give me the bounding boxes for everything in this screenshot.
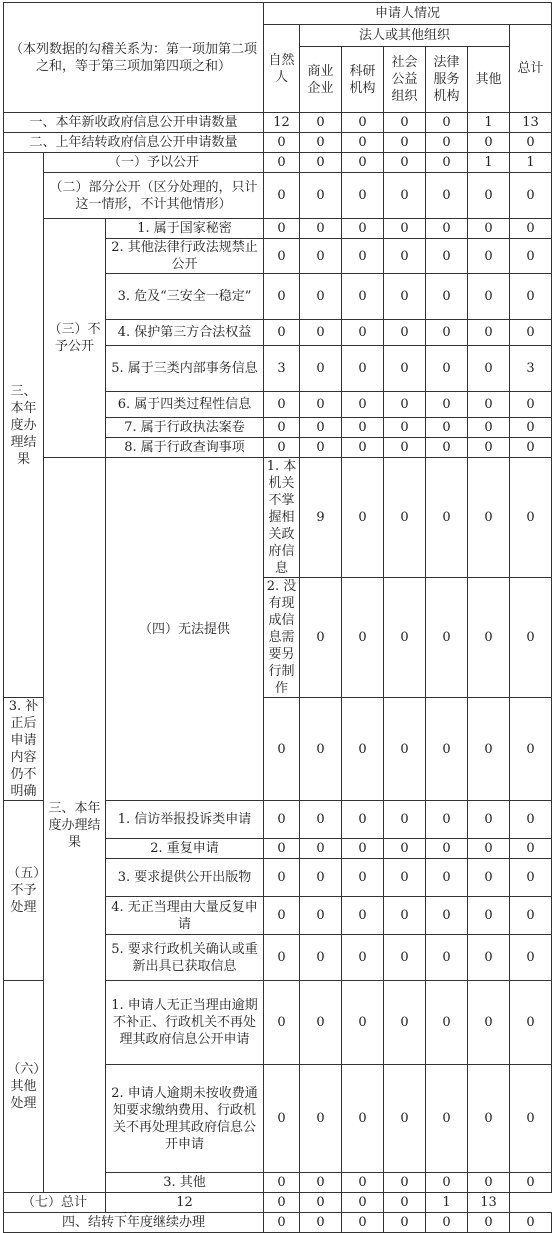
row-value-cell: 0 <box>426 133 468 153</box>
row-value-cell: 0 <box>264 418 300 438</box>
table-row <box>4 113 552 133</box>
table-row <box>4 458 552 578</box>
row-value-cell: 0 <box>384 458 426 578</box>
section-3-label-top: 三、本年度办理结果 <box>4 153 44 698</box>
row-label: 5. 要求行政机关确认或重新出具已获取信息 <box>106 935 264 981</box>
row-value-cell: 0 <box>300 239 342 274</box>
row-value-cell: 0 <box>468 1213 510 1233</box>
row-value-cell: 3 <box>264 346 300 392</box>
row-value-cell: 0 <box>264 859 300 897</box>
row-total-cell: 0 <box>510 173 552 219</box>
row-value-cell: 0 <box>426 173 468 219</box>
row-value-cell: 0 <box>342 801 384 839</box>
row-value-cell: 0 <box>426 458 468 578</box>
row-value-cell: 0 <box>342 1213 384 1233</box>
row-value-cell: 0 <box>342 219 384 239</box>
row-value-cell: 0 <box>384 133 426 153</box>
row-value-cell: 0 <box>426 392 468 418</box>
row-value-cell: 0 <box>468 173 510 219</box>
row-value-cell: 0 <box>342 698 384 801</box>
row-label: 2. 其他法律行政法规禁止公开 <box>106 239 264 274</box>
row-value-cell: 0 <box>264 320 300 346</box>
row-value-cell: 0 <box>384 578 426 698</box>
header-legal-group: 法人或其他组织 <box>300 25 510 47</box>
row-value-cell: 0 <box>264 1213 300 1233</box>
row-value-cell: 0 <box>342 839 384 859</box>
row-value-cell: 9 <box>300 458 342 578</box>
header-note: （本列数据的勾稽关系为：第一项加第二项之和，等于第三项加第四项之和） <box>4 3 264 113</box>
row-value-cell: 0 <box>342 346 384 392</box>
row-value-cell: 0 <box>300 346 342 392</box>
row-value-cell: 0 <box>384 113 426 133</box>
row-total-cell: 13 <box>468 1193 510 1213</box>
row-value-cell: 0 <box>342 239 384 274</box>
row-value-cell: 0 <box>300 392 342 418</box>
row-label: 3. 补正后申请内容仍不明确 <box>4 698 44 801</box>
row-label: （二）部分公开（区分处理的，只计这一情形，不计其他情形） <box>44 173 264 219</box>
row-value-cell: 0 <box>300 113 342 133</box>
row-value-cell: 0 <box>384 935 426 981</box>
row-value-cell: 0 <box>384 1173 426 1193</box>
row-value-cell: 0 <box>264 1173 300 1193</box>
row-value-cell: 0 <box>342 133 384 153</box>
row-total-cell: 0 <box>510 392 552 418</box>
row-value-cell: 0 <box>300 173 342 219</box>
row-value-cell: 0 <box>300 1193 342 1213</box>
row-value-cell: 0 <box>468 897 510 935</box>
row-value-cell: 0 <box>468 1173 510 1193</box>
row-value-cell: 0 <box>300 578 342 698</box>
row-value-cell: 0 <box>300 274 342 320</box>
row-value-cell: 0 <box>342 153 384 173</box>
header-other: 其他 <box>468 47 510 113</box>
row-value-cell: 0 <box>264 392 300 418</box>
row-value-cell: 0 <box>468 839 510 859</box>
header-commercial: 商业企业 <box>300 47 342 113</box>
header-applicant: 申请人情况 <box>264 3 552 25</box>
row-value-cell: 0 <box>426 438 468 458</box>
row-value-cell: 0 <box>264 1193 300 1213</box>
row-value-cell: 0 <box>426 1213 468 1233</box>
row-value-cell: 0 <box>264 239 300 274</box>
row-value-cell: 0 <box>300 698 342 801</box>
row-value-cell: 0 <box>264 935 300 981</box>
row-value-cell: 0 <box>264 438 300 458</box>
row-value-cell: 0 <box>426 698 468 801</box>
row-value-cell: 0 <box>426 897 468 935</box>
row-label: 4. 保护第三方合法权益 <box>106 320 264 346</box>
row-label: 二、上年结转政府信息公开申请数量 <box>4 133 264 153</box>
row-value-cell: 0 <box>426 801 468 839</box>
table-row <box>4 133 552 153</box>
row-value-cell: 0 <box>300 1065 342 1173</box>
row-label: 7. 属于行政执法案卷 <box>106 418 264 438</box>
row-value-cell: 0 <box>300 981 342 1065</box>
row-value-cell: 0 <box>342 392 384 418</box>
row-value-cell: 0 <box>384 153 426 173</box>
row-value-cell: 0 <box>384 801 426 839</box>
row-value-cell: 0 <box>300 418 342 438</box>
row-label: 1. 信访举报投诉类申请 <box>106 801 264 839</box>
row-value-cell: 0 <box>264 1065 300 1173</box>
row-value-cell: 0 <box>384 418 426 438</box>
row-value-cell: 0 <box>264 801 300 839</box>
row-value-cell: 0 <box>384 219 426 239</box>
row-value-cell: 0 <box>384 981 426 1065</box>
row-value-cell: 0 <box>426 153 468 173</box>
row-label: 1. 属于国家秘密 <box>106 219 264 239</box>
row-value-cell: 0 <box>264 219 300 239</box>
row-label: （七）总计 <box>4 1193 106 1213</box>
row-value-cell: 0 <box>468 320 510 346</box>
row-value-cell: 0 <box>264 133 300 153</box>
row-value-cell: 0 <box>264 839 300 859</box>
row-value-cell: 0 <box>384 1065 426 1173</box>
row-value-cell: 0 <box>342 1193 384 1213</box>
row-value-cell: 0 <box>468 698 510 801</box>
row-value-cell: 0 <box>342 578 384 698</box>
header-social: 社会公益组织 <box>384 47 426 113</box>
group-6-label: （六）其他处理 <box>4 981 44 1193</box>
row-total-cell: 0 <box>510 133 552 153</box>
header-total: 总计 <box>510 25 552 113</box>
row-value-cell: 0 <box>342 897 384 935</box>
row-total-cell: 0 <box>510 438 552 458</box>
row-total-cell: 1 <box>510 153 552 173</box>
row-total-cell: 0 <box>510 698 552 801</box>
row-value-cell: 0 <box>384 173 426 219</box>
row-label: 6. 属于四类过程性信息 <box>106 392 264 418</box>
row-label: 1. 申请人无正当理由逾期不补正、行政机关不再处理其政府信息公开申请 <box>106 981 264 1065</box>
row-value-cell: 0 <box>426 1173 468 1193</box>
row-label: 四、结转下年度继续办理 <box>4 1213 264 1233</box>
row-value-cell: 0 <box>264 153 300 173</box>
row-value-cell: 0 <box>300 839 342 859</box>
row-label: 8. 属于行政查询事项 <box>106 438 264 458</box>
row-value-cell: 0 <box>468 801 510 839</box>
row-value-cell: 1 <box>468 113 510 133</box>
row-value-cell: 0 <box>510 578 552 698</box>
row-value-cell: 0 <box>300 801 342 839</box>
row-value-cell: 0 <box>426 981 468 1065</box>
row-value-cell: 0 <box>300 1213 342 1233</box>
group-3-label: （三）不予公开 <box>44 219 106 458</box>
row-value-cell: 0 <box>384 320 426 346</box>
row-value-cell: 0 <box>426 839 468 859</box>
row-value-cell: 0 <box>264 698 300 801</box>
row-value-cell: 0 <box>342 1065 384 1173</box>
row-value-cell: 0 <box>468 239 510 274</box>
group-4-label: （四）无法提供 <box>106 458 264 801</box>
row-value-cell: 0 <box>468 935 510 981</box>
row-value-cell: 0 <box>264 897 300 935</box>
row-value-cell: 0 <box>384 698 426 801</box>
row-total-cell: 0 <box>510 1213 552 1233</box>
row-value-cell: 0 <box>468 346 510 392</box>
row-total-cell: 3 <box>510 346 552 392</box>
row-value-cell: 1 <box>426 1193 468 1213</box>
row-value-cell: 0 <box>468 392 510 418</box>
row-label: 2. 没有现成信息需要另行制作 <box>264 578 300 698</box>
row-value-cell: 1 <box>468 153 510 173</box>
row-label: 3. 要求提供公开出版物 <box>106 859 264 897</box>
row-value-cell: 0 <box>342 418 384 438</box>
row-value-cell: 0 <box>384 438 426 458</box>
row-total-cell: 0 <box>510 219 552 239</box>
report-table <box>3 2 552 1233</box>
row-total-cell: 0 <box>510 418 552 438</box>
row-value-cell: 0 <box>426 1065 468 1173</box>
row-value-cell: 0 <box>384 1193 426 1213</box>
row-value-cell: 12 <box>106 1193 264 1213</box>
section-3-label-bottom: 三、本年度办理结果 <box>44 458 106 1193</box>
header-natural-person: 自然人 <box>264 25 300 113</box>
row-value-cell: 0 <box>426 578 468 698</box>
row-label: 4. 无正当理由大量反复申请 <box>106 897 264 935</box>
header-legal-service: 法律服务机构 <box>426 47 468 113</box>
row-total-cell: 13 <box>510 113 552 133</box>
row-total-cell: 0 <box>510 1065 552 1173</box>
row-value-cell: 0 <box>342 458 384 578</box>
row-value-cell: 0 <box>342 173 384 219</box>
row-value-cell: 0 <box>468 859 510 897</box>
table-row <box>4 1213 552 1233</box>
row-value-cell: 0 <box>468 274 510 320</box>
row-value-cell: 0 <box>300 133 342 153</box>
row-value-cell: 0 <box>264 274 300 320</box>
row-value-cell: 0 <box>300 859 342 897</box>
row-total-cell: 0 <box>510 320 552 346</box>
table-row <box>4 173 552 219</box>
row-total-cell: 0 <box>510 239 552 274</box>
row-value-cell: 0 <box>300 219 342 239</box>
row-label: 3. 其他 <box>106 1173 264 1193</box>
row-value-cell: 0 <box>426 346 468 392</box>
row-value-cell: 0 <box>342 320 384 346</box>
row-value-cell: 0 <box>510 458 552 578</box>
row-value-cell: 0 <box>300 438 342 458</box>
row-label: （一）予以公开 <box>44 153 264 173</box>
group-5-label: （五）不予处理 <box>4 801 44 981</box>
row-value-cell: 0 <box>342 274 384 320</box>
row-value-cell: 0 <box>384 859 426 897</box>
row-value-cell: 0 <box>300 935 342 981</box>
row-value-cell: 0 <box>384 839 426 859</box>
row-total-cell: 0 <box>510 1173 552 1193</box>
row-value-cell: 0 <box>426 274 468 320</box>
row-value-cell: 0 <box>300 1173 342 1193</box>
table-row <box>4 153 552 173</box>
row-value-cell: 0 <box>342 113 384 133</box>
row-label: 3. 危及“三安全一稳定” <box>106 274 264 320</box>
row-value-cell: 12 <box>264 113 300 133</box>
row-label: 5. 属于三类内部事务信息 <box>106 346 264 392</box>
row-value-cell: 0 <box>468 1065 510 1173</box>
row-value-cell: 0 <box>468 578 510 698</box>
row-value-cell: 0 <box>426 935 468 981</box>
header-row <box>4 3 552 25</box>
row-value-cell: 0 <box>300 897 342 935</box>
row-value-cell: 0 <box>384 1213 426 1233</box>
row-value-cell: 0 <box>468 133 510 153</box>
row-value-cell: 0 <box>468 981 510 1065</box>
row-value-cell: 0 <box>300 320 342 346</box>
row-value-cell: 0 <box>426 418 468 438</box>
header-research: 科研机构 <box>342 47 384 113</box>
row-total-cell: 0 <box>510 839 552 859</box>
row-value-cell: 0 <box>342 935 384 981</box>
row-value-cell: 0 <box>342 981 384 1065</box>
row-value-cell: 0 <box>300 153 342 173</box>
row-value-cell: 0 <box>426 239 468 274</box>
row-label: 1. 本机关不掌握相关政府信息 <box>264 458 300 578</box>
row-value-cell: 0 <box>468 418 510 438</box>
row-value-cell: 0 <box>384 392 426 418</box>
row-value-cell: 0 <box>342 1173 384 1193</box>
row-value-cell: 0 <box>264 173 300 219</box>
row-value-cell: 0 <box>384 239 426 274</box>
row-label: 2. 申请人逾期未按收费通知要求缴纳费用、行政机关不再处理其政府信息公开申请 <box>106 1065 264 1173</box>
row-value-cell: 0 <box>342 859 384 897</box>
row-value-cell: 0 <box>468 219 510 239</box>
row-value-cell: 0 <box>384 346 426 392</box>
row-total-cell: 0 <box>510 859 552 897</box>
row-value-cell: 0 <box>426 219 468 239</box>
row-total-cell: 0 <box>510 935 552 981</box>
row-value-cell: 0 <box>342 438 384 458</box>
row-value-cell: 0 <box>384 897 426 935</box>
row-value-cell: 0 <box>426 320 468 346</box>
row-value-cell: 0 <box>264 981 300 1065</box>
table-row <box>4 1193 552 1213</box>
row-total-cell: 0 <box>510 801 552 839</box>
row-total-cell: 0 <box>510 274 552 320</box>
row-label: 一、本年新收政府信息公开申请数量 <box>4 113 264 133</box>
row-value-cell: 0 <box>384 274 426 320</box>
row-value-cell: 0 <box>468 458 510 578</box>
table-row <box>4 219 552 239</box>
row-value-cell: 0 <box>468 438 510 458</box>
row-label: 2. 重复申请 <box>106 839 264 859</box>
row-total-cell: 0 <box>510 981 552 1065</box>
row-total-cell: 0 <box>510 897 552 935</box>
row-value-cell: 0 <box>426 859 468 897</box>
row-value-cell: 0 <box>426 113 468 133</box>
